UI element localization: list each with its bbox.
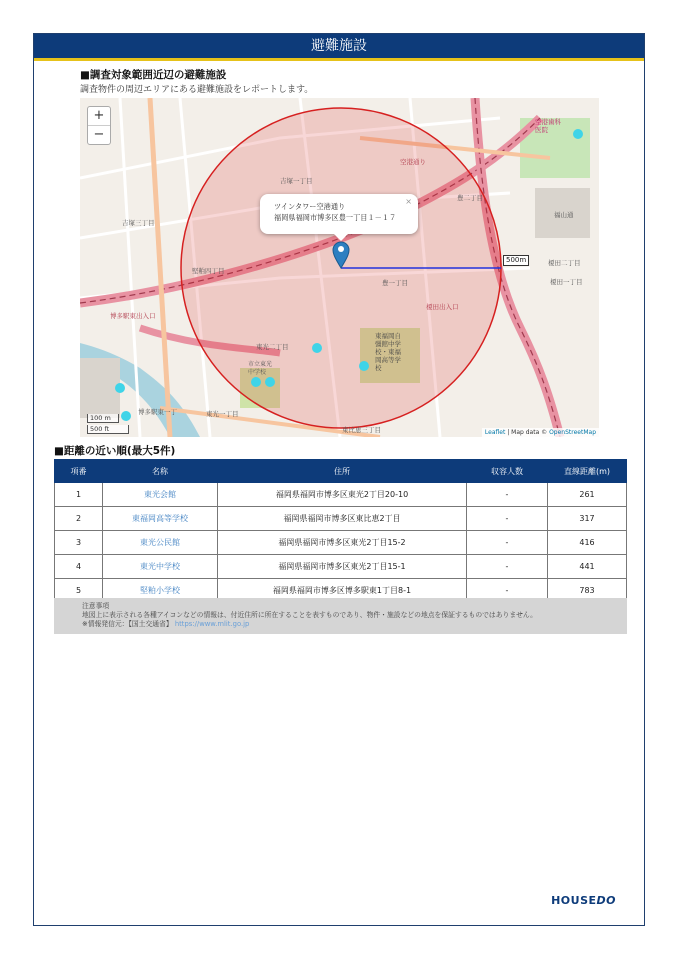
map-label: 豊一丁目	[382, 279, 408, 287]
notes-box	[54, 598, 627, 634]
notes-source-prefix: ※情報発信元：【国土交通省】	[82, 620, 173, 628]
cell-address: 福岡県福岡市博多区東比恵2丁目	[218, 507, 467, 531]
cell-address: 福岡県福岡市博多区東光2丁目15-1	[218, 555, 467, 579]
table-row	[55, 531, 627, 555]
property-popup	[260, 194, 418, 234]
map-label: 榎田一丁目	[550, 278, 583, 286]
cell-distance: 317	[548, 507, 627, 531]
notes-title: 注意事項	[82, 602, 110, 610]
section-map-description: 調査物件の周辺エリアにある避難施設をレポートします。	[80, 85, 314, 95]
logo-part1: HOUSE	[551, 894, 597, 907]
cell-no: 1	[55, 483, 103, 507]
page-title: 避難施設	[34, 34, 644, 58]
facility-table	[54, 459, 627, 603]
map-label: 豊二丁目	[457, 194, 483, 202]
cell-no: 3	[55, 531, 103, 555]
map-label: 博多駅東一丁	[138, 408, 177, 416]
map-label: 榎田二丁目	[548, 259, 581, 267]
map-label: 空港歯科 医院	[535, 118, 561, 134]
map-label: 東福岡自 彊館中学 校・東福 岡高等学 校	[375, 332, 401, 372]
map-canvas	[80, 98, 599, 437]
cell-address: 福岡県福岡市博多区東光2丁目15-2	[218, 531, 467, 555]
cell-distance: 416	[548, 531, 627, 555]
facility-marker[interactable]	[312, 343, 322, 353]
zoom-in-button[interactable]: +	[93, 108, 105, 123]
map-label: 空港通り	[400, 158, 426, 166]
popup-building-name: ツインタワー空港通り	[274, 202, 346, 211]
map-label: 東比恵三丁目	[342, 426, 381, 434]
distance-label: 500m	[503, 255, 529, 266]
cell-no: 5	[55, 579, 103, 603]
col-header-capacity: 収容人数	[467, 460, 548, 483]
table-header-row	[55, 460, 627, 483]
cell-capacity: -	[467, 555, 548, 579]
notes-body: 地図上に表示される各種アイコンなどの情報は、付近住所に所在することを表すものであり、物件・施設などの地点を保証するものではありません。	[82, 611, 537, 619]
map-label: 市立東光 中学校	[248, 361, 273, 376]
cell-address: 福岡県福岡市博多区博多駅東1丁目8-1	[218, 579, 467, 603]
map-label: 東光一丁目	[206, 410, 239, 418]
map-label: 博多駅東出入口	[110, 312, 156, 320]
header-accent-line	[34, 58, 644, 61]
map-attribution	[482, 428, 599, 437]
scale-bar-metric: 100 m	[87, 414, 119, 423]
evacuation-map[interactable]	[80, 98, 599, 437]
map-label: 堅粕四丁目	[192, 267, 225, 275]
facility-marker[interactable]	[251, 377, 261, 387]
cell-address: 福岡県福岡市博多区東光2丁目20-10	[218, 483, 467, 507]
cell-no: 4	[55, 555, 103, 579]
popup-close-icon[interactable]: ×	[405, 197, 412, 206]
col-header-address: 住所	[218, 460, 467, 483]
cell-distance: 441	[548, 555, 627, 579]
popup-address: 福岡県福岡市博多区豊一丁目１－１７	[274, 213, 397, 222]
leaflet-link[interactable]: Leaflet	[484, 429, 506, 436]
section-distance-title: ■距離の近い順(最大5件)	[54, 445, 176, 457]
housedo-logo	[551, 894, 616, 907]
cell-name[interactable]: 東光公民館	[103, 531, 218, 555]
mlit-link[interactable]: https://www.mlit.go.jp	[174, 620, 250, 628]
map-label: 榎田出入口	[426, 303, 459, 311]
col-header-name: 名称	[103, 460, 218, 483]
cell-name[interactable]: 堅粕小学校	[103, 579, 218, 603]
cell-distance: 783	[548, 579, 627, 603]
facility-marker[interactable]	[115, 383, 125, 393]
zoom-out-button[interactable]: −	[88, 125, 110, 144]
col-header-no: 項番	[55, 460, 103, 483]
cell-capacity: -	[467, 531, 548, 555]
facility-marker[interactable]	[121, 411, 131, 421]
map-label: 吉塚三丁目	[122, 219, 155, 227]
page-frame	[33, 33, 645, 926]
cell-name[interactable]: 東光会館	[103, 483, 218, 507]
cell-name[interactable]: 東福岡高等学校	[103, 507, 218, 531]
cell-capacity: -	[467, 483, 548, 507]
zoom-control	[87, 106, 111, 145]
notes-source	[82, 620, 621, 629]
block-area	[80, 358, 120, 418]
facility-marker[interactable]	[573, 129, 583, 139]
table-row	[55, 555, 627, 579]
table-row	[55, 483, 627, 507]
facility-marker[interactable]	[265, 377, 275, 387]
cell-distance: 261	[548, 483, 627, 507]
map-label: 福山通	[554, 211, 574, 219]
attribution-separator: | Map data ©	[505, 429, 550, 436]
osm-link[interactable]: OpenStreetMap	[549, 429, 596, 436]
popup-tip	[334, 234, 348, 241]
map-label: 吉塚一丁目	[280, 177, 313, 185]
facility-marker[interactable]	[359, 361, 369, 371]
scale-bar-imperial: 500 ft	[87, 425, 129, 434]
cell-no: 2	[55, 507, 103, 531]
col-header-distance: 直線距離(m)	[548, 460, 627, 483]
map-label: 東光二丁目	[256, 343, 289, 351]
cell-capacity: -	[467, 507, 548, 531]
logo-part2: DO	[596, 894, 616, 907]
cell-capacity: -	[467, 579, 548, 603]
section-map-title: ■調査対象範囲近辺の避難施設	[80, 69, 227, 81]
table-row	[55, 507, 627, 531]
cell-name[interactable]: 東光中学校	[103, 555, 218, 579]
